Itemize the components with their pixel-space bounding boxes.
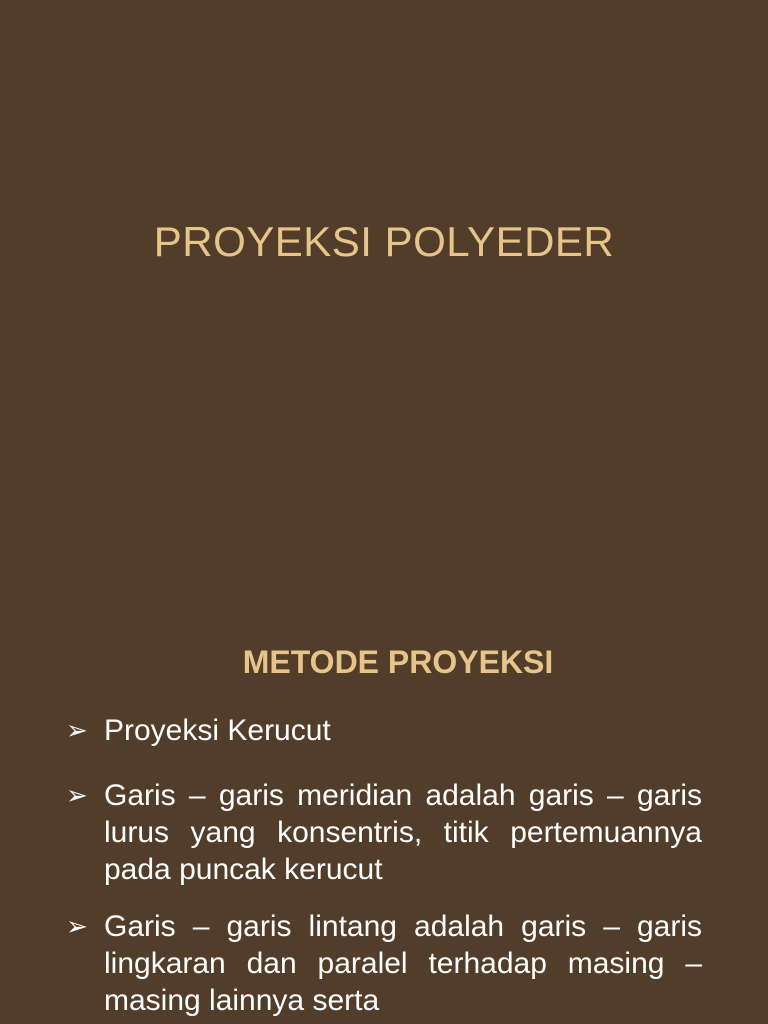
arrow-bullet-icon: ➢ [66, 911, 88, 941]
list-item [66, 777, 702, 888]
slide-title: PROYEKSI POLYEDER [153, 218, 615, 265]
content-slide [0, 576, 768, 1024]
bullet-text: Proyeksi Kerucut [104, 714, 331, 747]
list-item [66, 712, 702, 749]
bullet-text: Garis – garis meridian adalah garis – garis lurus yang konsentris, titik pertemuannya pada puncak kerucut [104, 779, 702, 886]
bullet-text: Garis – garis lintang adalah garis – garis lingkaran dan paralel terhadap masing – masing lainnya serta [104, 910, 702, 1017]
slide-heading: METODE PROYEKSI [242, 644, 554, 680]
list-item [66, 908, 702, 1019]
arrow-bullet-icon: ➢ [66, 780, 88, 810]
bullet-list [66, 712, 702, 1024]
arrow-bullet-icon: ➢ [66, 715, 88, 745]
